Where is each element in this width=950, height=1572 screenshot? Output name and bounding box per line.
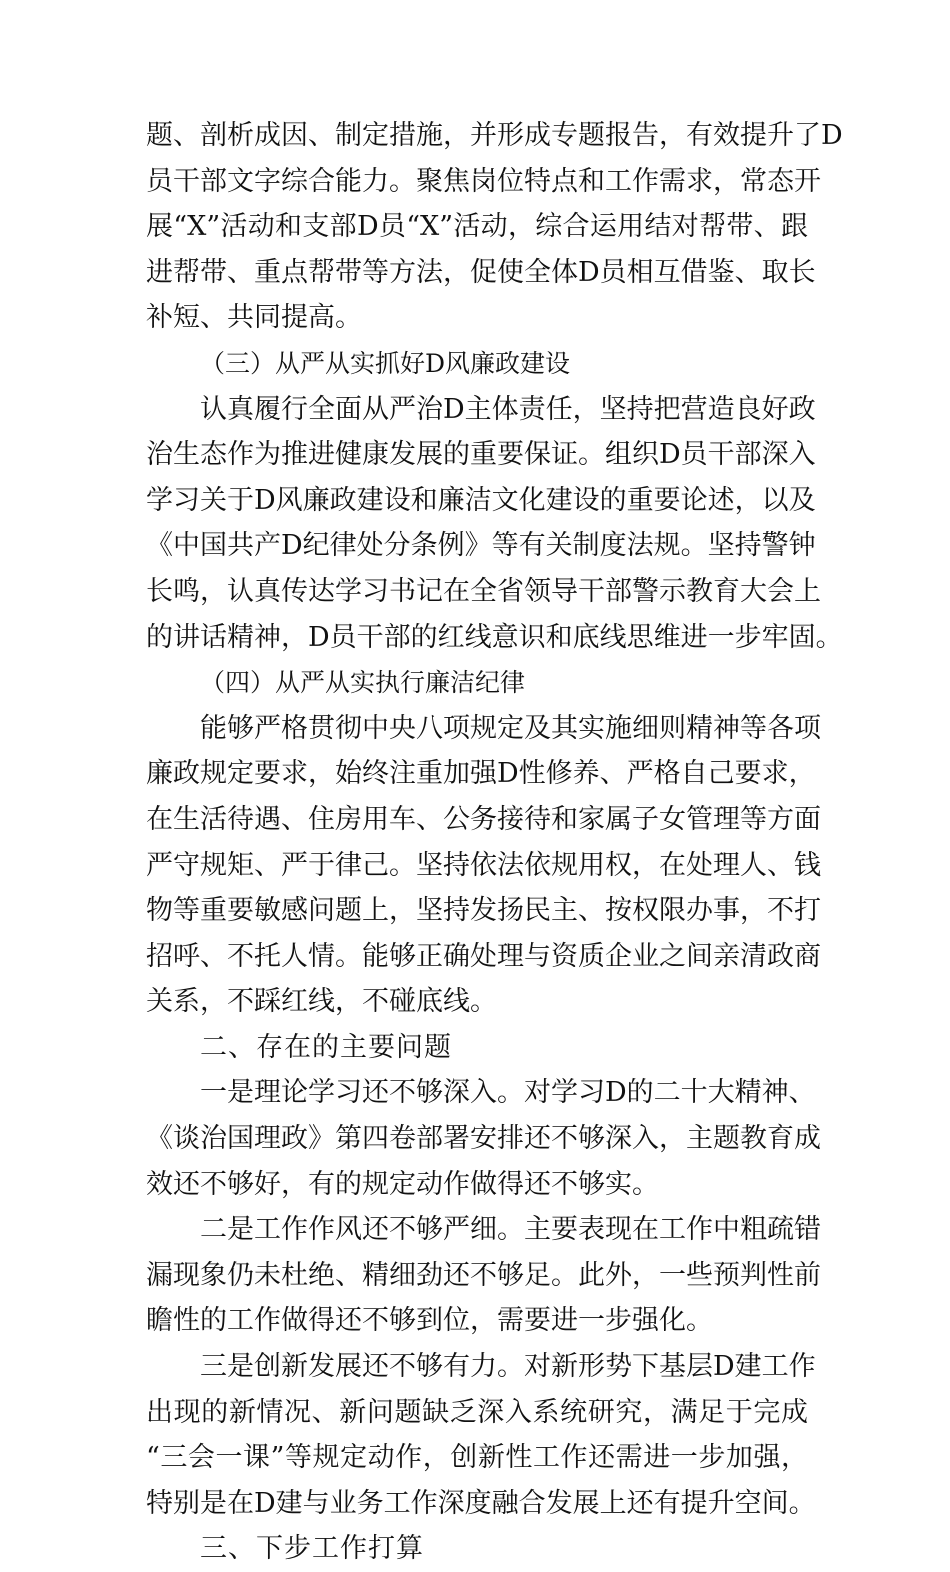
text-line: 漏现象仍未杜绝、精细劲还不够足。此外，一些预判性前 xyxy=(146,1259,821,1291)
text-line: 二是工作作风还不够严细。主要表现在工作中粗疏错 xyxy=(200,1214,821,1246)
paragraph-4 xyxy=(146,1070,821,1207)
text-line: 进帮带、重点帮带等方法，促使全体D员相互借鉴、取长 xyxy=(146,256,816,288)
paragraph-6 xyxy=(146,1344,816,1526)
text-line: 效还不够好，有的规定动作做得还不够实。 xyxy=(146,1168,659,1200)
text-line: 治生态作为推进健康发展的重要保证。组织D员干部深入 xyxy=(146,439,816,471)
text-line: 出现的新情况、新问题缺乏深入系统研究，满足于完成 xyxy=(146,1396,808,1428)
text-line: 在生活待遇、住房用车、公务接待和家属子女管理等方面 xyxy=(146,803,821,835)
subheading-3: （三）从严从实抓好D风廉政建设 xyxy=(200,348,571,378)
text-line: 《谈治国理政》第四卷部署安排还不够深入，主题教育成 xyxy=(146,1123,821,1155)
subheading-4: （四）从严从实执行廉洁纪律 xyxy=(200,668,526,698)
paragraph-2 xyxy=(146,387,843,661)
text-line: 物等重要敏感问题上，坚持发扬民主、按权限办事，不打 xyxy=(146,895,821,927)
text-line: 的讲话精神，D员干部的红线意识和底线思维进一步牢固。 xyxy=(146,621,843,653)
text-line: 关系，不踩红线，不碰底线。 xyxy=(146,986,497,1018)
document-page xyxy=(146,113,843,1572)
text-line: 三是创新发展还不够有力。对新形势下基层D建工作 xyxy=(200,1351,816,1383)
text-line: 严守规矩、严于律己。坚持依法依规用权，在处理人、钱 xyxy=(146,849,821,881)
text-line: 员干部文字综合能力。聚焦岗位特点和工作需求，常态开 xyxy=(146,165,821,197)
text-line: 学习关于D风廉政建设和廉洁文化建设的重要论述，以及 xyxy=(146,484,816,516)
text-line: 题、剖析成因、制定措施，并形成专题报告，有效提升了D xyxy=(146,120,843,151)
text-line: 瞻性的工作做得还不够到位，需要进一步强化。 xyxy=(146,1305,713,1337)
text-line: “三会一课”等规定动作，创新性工作还需进一步加强， xyxy=(146,1442,808,1474)
text-line: 招呼、不托人情。能够正确处理与资质企业之间亲清政商 xyxy=(146,940,821,972)
text-line: 认真履行全面从严治D主体责任，坚持把营造良好政 xyxy=(200,393,816,425)
text-line: 《中国共产D纪律处分条例》等有关制度法规。坚持警钟 xyxy=(146,530,816,562)
text-line: 长鸣，认真传达学习书记在全省领导干部警示教育大会上 xyxy=(146,575,821,607)
paragraph-5 xyxy=(146,1207,821,1344)
text-line: 补短、共同提高。 xyxy=(146,302,362,334)
paragraph-1 xyxy=(146,113,843,341)
text-line: 廉政规定要求，始终注重加强D性修养、严格自己要求， xyxy=(146,758,816,790)
text-line: 一是理论学习还不够深入。对学习D的二十大精神、 xyxy=(200,1077,816,1109)
section-heading-2: 二、存在的主要问题 xyxy=(200,1031,452,1063)
paragraph-3 xyxy=(146,706,821,1025)
section-heading-3: 三、下步工作打算 xyxy=(200,1533,424,1565)
text-line: 能够严格贯彻中央八项规定及其实施细则精神等各项 xyxy=(200,712,821,744)
text-line: 特别是在D建与业务工作深度融合发展上还有提升空间。 xyxy=(146,1487,816,1519)
text-line: 展“X”活动和支部D员“X”活动，综合运用结对帮带、跟 xyxy=(146,211,808,243)
